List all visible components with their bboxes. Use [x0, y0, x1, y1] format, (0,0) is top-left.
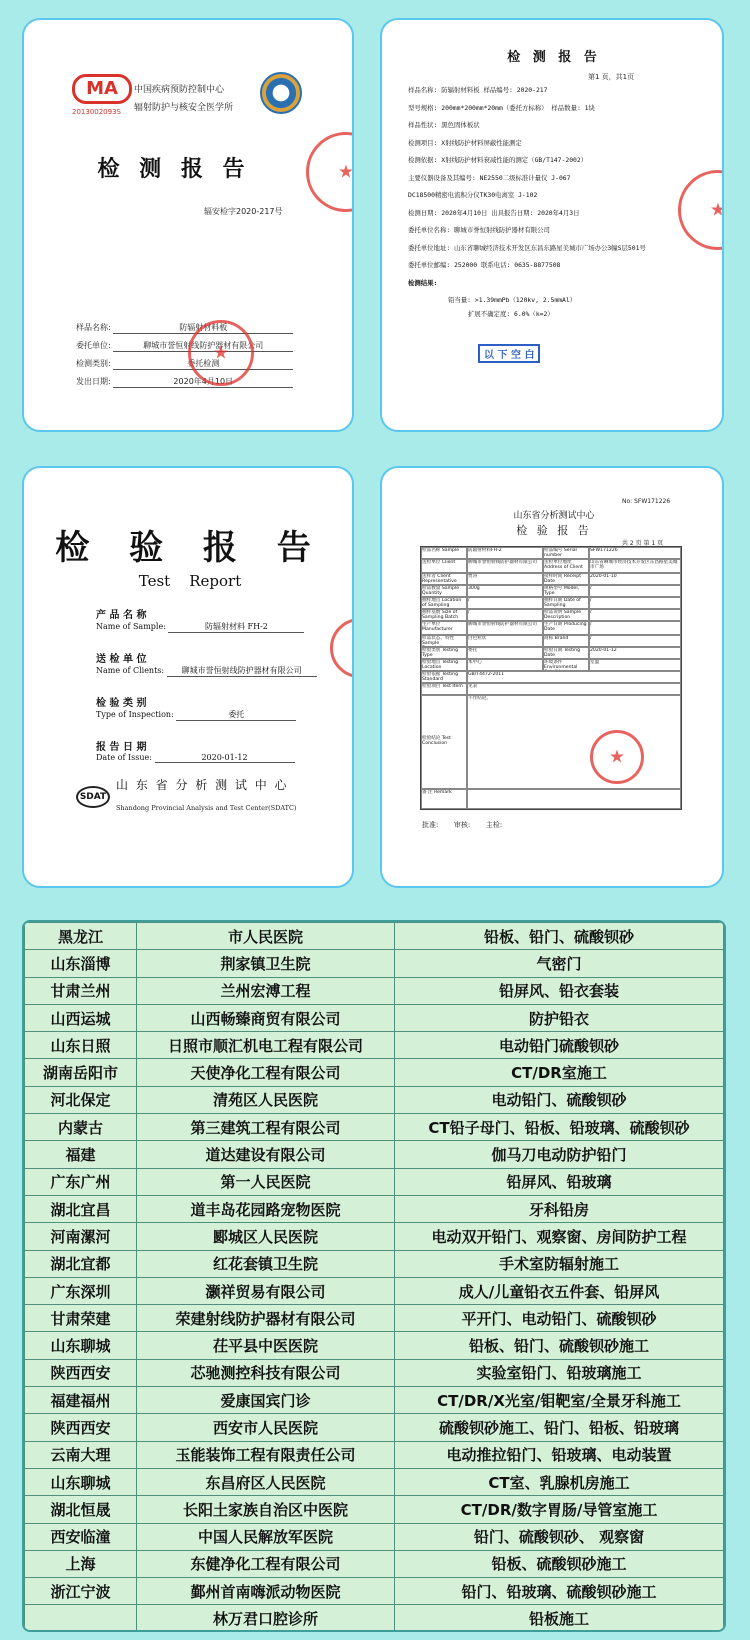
table-row [25, 1496, 724, 1523]
field-row: 检 验 类 别 Type of Inspection: 委托 [96, 694, 354, 738]
client-cell: 中国人民解放军医院 [137, 1523, 395, 1550]
report-number: 辐安检字2020-217号 [204, 207, 283, 216]
project-cell: CT/DR室施工 [395, 1059, 724, 1086]
region-cell: 广东深圳 [25, 1277, 137, 1304]
region-cell: 陕西西安 [25, 1414, 137, 1441]
result-line: 委托单位地址: 山东省聊城经济技术开发区东昌东路星美城市广场办公3幢S层501号 [408, 243, 646, 252]
region-cell: 福建 [25, 1141, 137, 1168]
report-title: 检 测 报 告 [507, 50, 601, 65]
result-line: 主要仪器设备及其编号: NE2550二级标准计量仪 J-067 [408, 173, 571, 182]
result-line: 样品性状: 黑色固体板状 [408, 121, 480, 129]
table-row [25, 1332, 724, 1359]
signature-line: 批准: 审核: 主检: [422, 821, 503, 829]
table-row [25, 1004, 724, 1031]
project-cell: CT铅子母门、铅板、铅玻璃、硫酸钡砂 [395, 1114, 724, 1141]
report-title: 检 验 报 告 [55, 528, 325, 568]
red-seal-stamp [306, 132, 354, 212]
table-row [25, 950, 724, 977]
project-cell: CT/DR/数字胃肠/导管室施工 [395, 1496, 724, 1523]
result-line: 委托单位名称: 聊城市誉恒射线防护器材有限公司 [408, 226, 550, 234]
table-row [25, 1114, 724, 1141]
result-line: 检测项目: X射线防护材料屏蔽性能测定 [408, 138, 522, 147]
project-cell: 气密门 [395, 950, 724, 977]
region-cell: 山西运城 [25, 1004, 137, 1031]
client-cell: 西安市人民医院 [137, 1414, 395, 1441]
project-cell: 铅屏风、铅衣套装 [395, 977, 724, 1004]
field-row: 样品名称: 防辐射材料板 [76, 322, 326, 334]
client-project-table [22, 920, 726, 1632]
client-cell: 玉能装饰工程有限责任公司 [137, 1441, 395, 1468]
client-cell: 山西畅臻商贸有限公司 [137, 1004, 395, 1031]
report-number: No: SFW171226 [622, 498, 671, 505]
report-card-cdc [22, 18, 354, 432]
blank-stamp: 以 下 空 白 [478, 344, 540, 363]
client-cell: 市人民医院 [137, 923, 395, 950]
result-line: 检测结果: [408, 278, 438, 287]
region-cell: 福建福州 [25, 1387, 137, 1414]
region-cell: 湖北宜昌 [25, 1195, 137, 1222]
table-row [25, 1468, 724, 1495]
report-title: 检 验 报 告 [516, 524, 592, 537]
region-cell: 黑龙江 [25, 923, 137, 950]
sdat-logo: SDAT [76, 786, 110, 808]
table-row [25, 1059, 724, 1086]
project-cell: 铅板、铅门、硫酸钡砂施工 [395, 1332, 724, 1359]
project-cell: 铅门、硫酸钡砂、 观察窗 [395, 1523, 724, 1550]
region-cell: 湖北宜都 [25, 1250, 137, 1277]
cma-logo: MA [72, 74, 132, 104]
project-cell: 伽马刀电动防护铅门 [395, 1141, 724, 1168]
inspection-table [420, 546, 682, 810]
region-cell: 西安临潼 [25, 1523, 137, 1550]
org-name-line2: 辐射防护与核安全医学所 [134, 103, 234, 113]
client-cell: 郾城区人民医院 [137, 1223, 395, 1250]
client-cell: 长阳土家族自治区中医院 [137, 1496, 395, 1523]
result-lines [408, 82, 724, 318]
region-cell: 湖南岳阳市 [25, 1059, 137, 1086]
table-row [25, 1359, 724, 1386]
region-cell: 内蒙古 [25, 1114, 137, 1141]
field-row: 送 检 单 位 Name of Clients: 聊城市誉恒射线防护器材有限公司 [96, 650, 354, 694]
client-cell: 林万君口腔诊所 [137, 1605, 395, 1632]
region-cell: 山东淄博 [25, 950, 137, 977]
client-table [24, 922, 724, 1632]
table-row [25, 1578, 724, 1605]
region-cell [25, 1605, 137, 1632]
region-cell: 浙江宁波 [25, 1578, 137, 1605]
client-cell: 东昌府区人民医院 [137, 1468, 395, 1495]
project-cell: 防护铅衣 [395, 1004, 724, 1031]
project-cell: 铅屏风、铅玻璃 [395, 1168, 724, 1195]
report-card-sdatc [22, 466, 354, 888]
project-cell: 铅门、铅玻璃、硫酸钡砂施工 [395, 1578, 724, 1605]
client-cell: 茌平县中医医院 [137, 1332, 395, 1359]
red-seal-stamp [590, 730, 644, 784]
report-card-result [380, 18, 724, 432]
table-row [25, 1086, 724, 1113]
region-cell: 山东日照 [25, 1032, 137, 1059]
client-cell: 荆家镇卫生院 [137, 950, 395, 977]
table-row [25, 1250, 724, 1277]
field-row: 产 品 名 称 Name of Sample: 防辐射材料 FH-2 [96, 606, 354, 650]
client-cell: 道达建设有限公司 [137, 1141, 395, 1168]
client-cell: 道丰岛花园路宠物医院 [137, 1195, 395, 1222]
result-line: DC18500精密电流积分仪TK30电离室 J-102 [408, 191, 538, 199]
project-cell: 平开门、电动铅门、硫酸钡砂 [395, 1305, 724, 1332]
region-cell: 广东广州 [25, 1168, 137, 1195]
field-row: 检测类别: 委托检测 [76, 358, 326, 370]
table-row [25, 1441, 724, 1468]
cdc-emblem-icon [260, 72, 302, 114]
result-line: 样品名称: 防辐射材料板 样品编号: 2020-217 [408, 86, 548, 94]
client-cell: 鄞州首南嗨派动物医院 [137, 1578, 395, 1605]
client-cell: 荣建射线防护器材有限公司 [137, 1305, 395, 1332]
project-cell: CT室、乳腺机房施工 [395, 1468, 724, 1495]
table-row [25, 1414, 724, 1441]
org-name: 山东省分析测试中心 [513, 511, 595, 521]
table-row [25, 1305, 724, 1332]
cma-code: 2013002093S [72, 108, 121, 116]
project-cell: 电动推拉铅门、铅玻璃、电动装置 [395, 1441, 724, 1468]
table-row [25, 1387, 724, 1414]
table-row [25, 1141, 724, 1168]
region-cell: 陕西西安 [25, 1359, 137, 1386]
org-name-line1: 中国疾病预防控制中心 [134, 85, 225, 95]
region-cell: 甘肃荣建 [25, 1305, 137, 1332]
org-name-en: Shandong Provincial Analysis and Test Center(SDATC) [116, 804, 297, 812]
project-cell: 成人/儿童铅衣五件套、铅屏风 [395, 1277, 724, 1304]
table-row [25, 1523, 724, 1550]
table-row [25, 1550, 724, 1577]
project-cell: 电动铅门硫酸钡砂 [395, 1032, 724, 1059]
region-cell: 河北保定 [25, 1086, 137, 1113]
result-line: 型号规格: 200mm*200mm*20mm（委托方标称） 样品数量: 1块 [408, 103, 595, 112]
client-cell: 芯驰测控科技有限公司 [137, 1359, 395, 1386]
client-cell: 兰州宏溥工程 [137, 977, 395, 1004]
project-cell: 铅板施工 [395, 1605, 724, 1632]
report-title: 检 测 报 告 [97, 156, 251, 182]
project-cell: 牙科铅房 [395, 1195, 724, 1222]
org-name-cn: 山 东 省 分 析 测 试 中 心 [116, 778, 289, 792]
page-indicator: 共 2 页 第 1 页 [622, 540, 664, 547]
page-indicator: 第1 页，共1页 [588, 73, 635, 81]
client-cell: 第三建筑工程有限公司 [137, 1114, 395, 1141]
project-cell: 铅板、硫酸钡砂施工 [395, 1550, 724, 1577]
project-cell: 铅板、铅门、硫酸钡砂 [395, 923, 724, 950]
client-cell: 第一人民医院 [137, 1168, 395, 1195]
table-row [25, 1168, 724, 1195]
client-cell: 清苑区人民医院 [137, 1086, 395, 1113]
client-cell: 东健净化工程有限公司 [137, 1550, 395, 1577]
table-row [25, 923, 724, 950]
region-cell: 湖北恒晟 [25, 1496, 137, 1523]
result-line: 铅当量: >1.39mmPb（120kv, 2.5mmAl） [448, 296, 577, 304]
result-line: 委托单位邮编: 252000 联系电话: 0635-8877508 [408, 261, 561, 269]
field-row: 发出日期: 2020年4月10日 [76, 376, 326, 388]
table-row [25, 1605, 724, 1632]
client-cell: 爱康国宾门诊 [137, 1387, 395, 1414]
region-cell: 甘肃兰州 [25, 977, 137, 1004]
region-cell: 山东聊城 [25, 1332, 137, 1359]
result-line: 检测依据: X射线防护材料衰减性能的测定（GB/T147-2002） [408, 156, 588, 164]
client-cell: 天使净化工程有限公司 [137, 1059, 395, 1086]
client-cell: 日照市顺汇机电工程有限公司 [137, 1032, 395, 1059]
region-cell: 山东聊城 [25, 1468, 137, 1495]
report-card-inspection [380, 466, 724, 888]
red-seal-stamp [188, 320, 254, 386]
project-cell: 手术室防辐射施工 [395, 1250, 724, 1277]
table-row [25, 1277, 724, 1304]
project-cell: 硫酸钡砂施工、铅门、铅板、铅玻璃 [395, 1414, 724, 1441]
region-cell: 云南大理 [25, 1441, 137, 1468]
table-row [25, 1195, 724, 1222]
project-cell: CT/DR/X光室/钼靶室/全景牙科施工 [395, 1387, 724, 1414]
client-cell: 红花套镇卫生院 [137, 1250, 395, 1277]
field-row: 报 告 日 期 Date of Issue: 2020-01-12 [96, 738, 354, 782]
project-cell: 实验室铅门、铅玻璃施工 [395, 1359, 724, 1386]
table-row [25, 1032, 724, 1059]
result-line: 扩展不确定度: 6.0%（k=2） [468, 309, 554, 318]
table-row [25, 977, 724, 1004]
project-cell: 电动双开铅门、观察窗、房间防护工程 [395, 1223, 724, 1250]
client-cell: 灏祥贸易有限公司 [137, 1277, 395, 1304]
field-row: 委托单位: 聊城市誉恒射线防护器材有限公司 [76, 340, 326, 352]
inspection-grid: 检品名称 Sample 防辐射材料FH-2 检品编号 Serial number SFW171226 送检单位 Client 聊城市誉恒射线防护器材有限公司 送检单位地址 Address of Client 山东省聊城市经济技术开发区东昌路星美城市广场 送样者 Client Representative 贾涛 接样时间 Receipt Date 2020-01-10 检品数量 Sample Quantity 300g 规格型号 Model, Type / 抽样地点 Location of Sampling / 抽样日期 Date of Sampling / 抽样基数 Size of Sampling Batch / 检品说明 Sample Description / 生产单位 Manufacturer 聊城市誉恒射线防护器材有限公司 生产日期 Producing Date / 样品状态、特性 Sample 白色粒状 商标 Brand / 检验类别 Testing Type 委托 检验日期 Testing Date 2020-01-12 检验地点 Testing Location 本中心 环境条件 Environmental 室温 检验依据 Testing Standard GB/T4472-2011 检验项目 Test Item 见表 检验结论 Test Conclusion 不作结论。 备 注 Remark [421, 547, 681, 809]
table-row [25, 1223, 724, 1250]
result-line: 检测日期: 2020年4月10日 出具报告日期: 2020年4月3日 [408, 208, 580, 217]
region-cell: 河南漯河 [25, 1223, 137, 1250]
project-cell: 电动铅门、硫酸钡砂 [395, 1086, 724, 1113]
region-cell: 上海 [25, 1550, 137, 1577]
report-subtitle: Test Report [138, 572, 242, 590]
cover-fields [96, 606, 354, 782]
